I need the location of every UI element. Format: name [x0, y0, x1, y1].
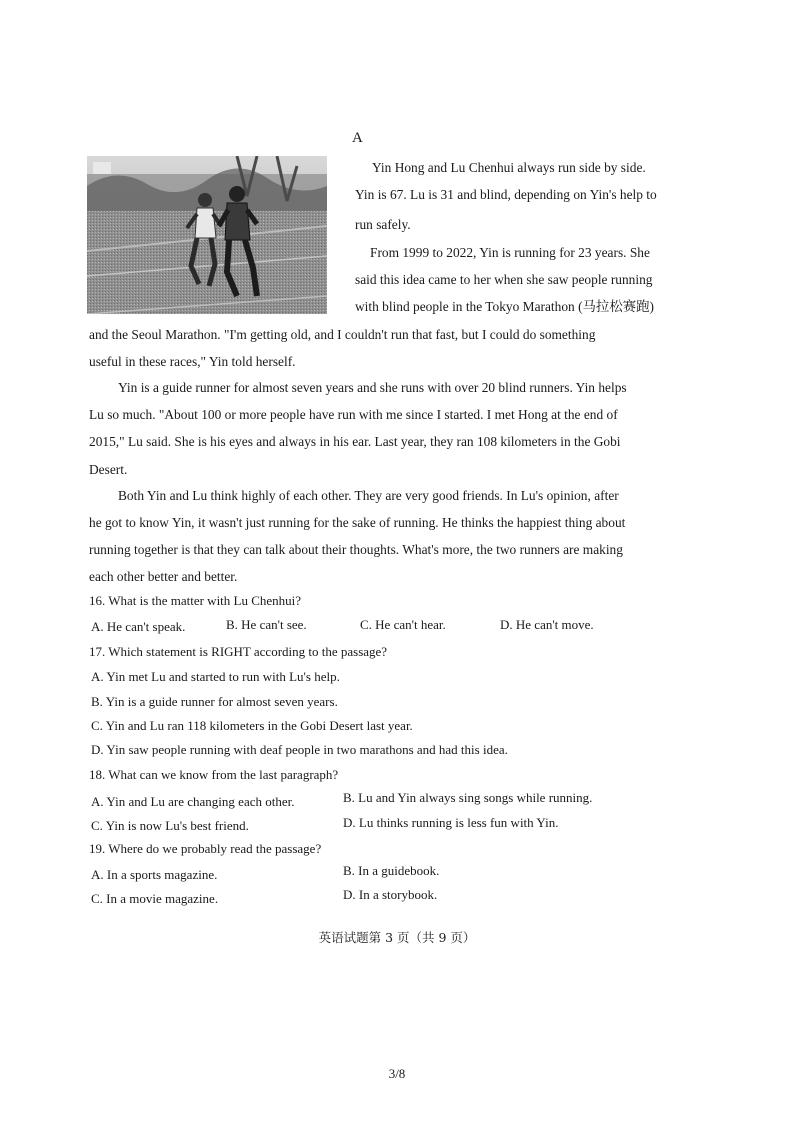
question-16-option-a[interactable]: A. He can't speak. [91, 619, 186, 634]
passage-line: running together is that they can talk about their thoughts. What's more, the two runners are making [89, 542, 623, 557]
page-number: 3/8 [388, 1066, 406, 1081]
passage-line: each other better and better. [89, 569, 238, 584]
passage-line: Yin is 67. Lu is 31 and blind, depending on Yin's help to [355, 187, 657, 202]
question-16-stem: 16. What is the matter with Lu Chenhui? [89, 593, 302, 608]
runners-photo [87, 156, 327, 314]
question-19-option-d[interactable]: D. In a storybook. [343, 887, 438, 902]
question-16-option-c[interactable]: C. He can't hear. [360, 617, 446, 632]
passage-line: run safely. [355, 217, 411, 232]
passage-line: he got to know Yin, it wasn't just running for the sake of running. He thinks the happiest thing about [89, 515, 626, 530]
question-17-option-d[interactable]: D. Yin saw people running with deaf people in two marathons and had this idea. [91, 742, 508, 757]
question-17-stem: 17. Which statement is RIGHT according to the passage? [89, 644, 388, 659]
passage-line: useful in these races," Yin told herself. [89, 354, 296, 369]
question-18-option-c[interactable]: C. Yin is now Lu's best friend. [91, 818, 249, 833]
question-19-option-c[interactable]: C. In a movie magazine. [91, 891, 219, 906]
question-19-option-b[interactable]: B. In a guidebook. [343, 863, 440, 878]
passage-line: said this idea came to her when she saw people running [355, 272, 653, 287]
question-19-stem: 19. Where do we probably read the passage? [89, 841, 322, 856]
passage-line: Both Yin and Lu think highly of each other. They are very good friends. In Lu's opinion, after [118, 488, 619, 503]
section-letter: A [352, 130, 363, 146]
passage-line: Yin is a guide runner for almost seven years and she runs with over 20 blind runners. Yin helps [118, 380, 627, 395]
question-17-option-a[interactable]: A. Yin met Lu and started to run with Lu's help. [91, 669, 340, 684]
passage-line: and the Seoul Marathon. "I'm getting old, and I couldn't run that fast, but I could do something [89, 327, 596, 342]
question-17-option-b[interactable]: B. Yin is a guide runner for almost seven years. [91, 694, 338, 709]
passage-line: Desert. [89, 462, 128, 477]
question-18-option-b[interactable]: B. Lu and Yin always sing songs while running. [343, 790, 593, 805]
passage-line: with blind people in the Tokyo Marathon (马拉松赛跑) [355, 299, 654, 314]
page-footer: 英语试题第 3 页（共 9 页） [318, 930, 476, 945]
question-16-option-b[interactable]: B. He can't see. [226, 617, 307, 632]
passage-line: Yin Hong and Lu Chenhui always run side by side. [372, 160, 646, 175]
question-18-option-a[interactable]: A. Yin and Lu are changing each other. [91, 794, 295, 809]
passage-line: Lu so much. "About 100 or more people have run with me since I started. I met Hong at the end of [89, 407, 618, 422]
passage-line: From 1999 to 2022, Yin is running for 23 years. She [370, 245, 650, 260]
question-17-option-c[interactable]: C. Yin and Lu ran 118 kilometers in the Gobi Desert last year. [91, 718, 413, 733]
question-16-option-d[interactable]: D. He can't move. [500, 617, 594, 632]
passage-line: 2015," Lu said. She is his eyes and always in his ear. Last year, they ran 108 kilometers in the Gobi [89, 434, 621, 449]
question-18-option-d[interactable]: D. Lu thinks running is less fun with Yin. [343, 815, 559, 830]
question-19-option-a[interactable]: A. In a sports magazine. [91, 867, 218, 882]
question-18-stem: 18. What can we know from the last paragraph? [89, 767, 339, 782]
runners-photo-graphic [87, 156, 327, 314]
